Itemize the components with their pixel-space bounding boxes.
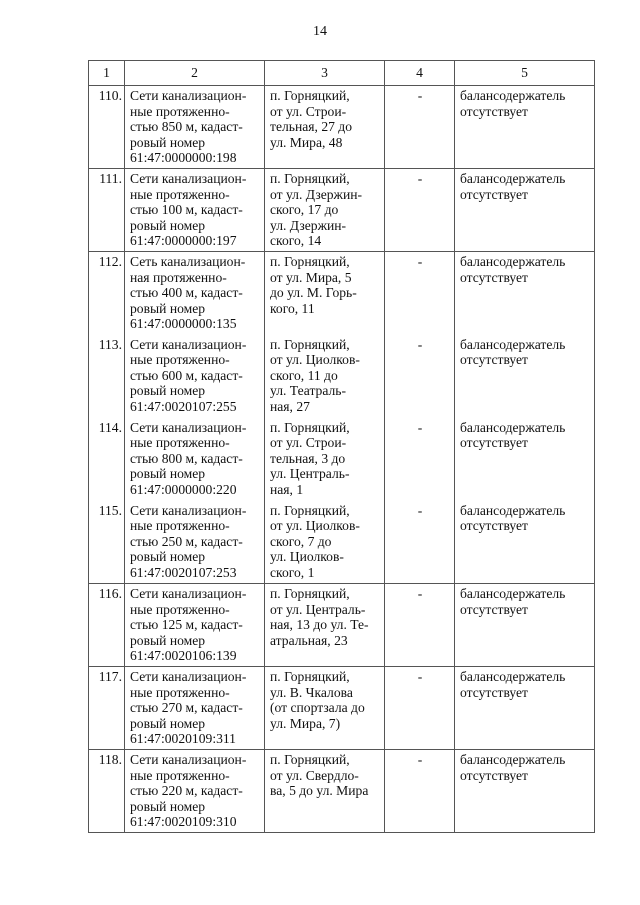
object-address: п. Горняцкий, от ул. Централь- ная, 13 до ул. Те- атральная, 23 [265,584,385,667]
row-number: 114. [89,418,125,501]
row-number: 112. [89,252,125,335]
object-address: п. Горняцкий, от ул. Мира, 5 до ул. М. Горь- кого, 11 [265,252,385,335]
row-number: 116. [89,584,125,667]
balance-holder: балансодержатель отсутствует [455,667,595,750]
header-cell: 4 [385,61,455,86]
registry-table [88,60,595,833]
row-number: 110. [89,86,125,169]
object-address: п. Горняцкий, от ул. Циолков- ского, 11 до ул. Театраль- ная, 27 [265,335,385,418]
header-cell: 1 [89,61,125,86]
object-name: Сети канализацион- ные протяженно- стью 100 м, кадаст- ровый номер 61:47:0000000:197 [125,169,265,252]
header-cell: 5 [455,61,595,86]
balance-holder: балансодержатель отсутствует [455,584,595,667]
table-row [89,169,595,252]
object-name: Сети канализацион- ные протяженно- стью 125 м, кадаст- ровый номер 61:47:0020106:139 [125,584,265,667]
object-name: Сети канализацион- ные протяженно- стью 850 м, кадаст- ровый номер 61:47:0000000:198 [125,86,265,169]
object-address: п. Горняцкий, от ул. Дзержин- ского, 17 до ул. Дзержин- ского, 14 [265,169,385,252]
row-number: 115. [89,501,125,584]
object-name: Сети канализацион- ные протяженно- стью 250 м, кадаст- ровый номер 61:47:0020107:253 [125,501,265,584]
object-address: п. Горняцкий, от ул. Строи- тельная, 3 до ул. Централь- ная, 1 [265,418,385,501]
object-name: Сети канализацион- ные протяженно- стью 270 м, кадаст- ровый номер 61:47:0020109:311 [125,667,265,750]
balance-holder: балансодержатель отсутствует [455,750,595,833]
object-address: п. Горняцкий, ул. В. Чкалова (от спортзала до ул. Мира, 7) [265,667,385,750]
column-4-value: - [385,750,455,833]
row-number: 113. [89,335,125,418]
column-4-value: - [385,335,455,418]
balance-holder: балансодержатель отсутствует [455,169,595,252]
page-number: 14 [313,24,327,39]
object-name: Сеть канализацион- ная протяженно- стью 400 м, кадаст- ровый номер 61:47:0000000:135 [125,252,265,335]
object-name: Сети канализацион- ные протяженно- стью 800 м, кадаст- ровый номер 61:47:0000000:220 [125,418,265,501]
table-row [89,501,595,584]
table-row [89,86,595,169]
column-4-value: - [385,667,455,750]
object-address: п. Горняцкий, от ул. Циолков- ского, 7 до ул. Циолков- ского, 1 [265,501,385,584]
table-row [89,667,595,750]
object-name: Сети канализацион- ные протяженно- стью 220 м, кадаст- ровый номер 61:47:0020109:310 [125,750,265,833]
header-cell: 2 [125,61,265,86]
header-cell: 3 [265,61,385,86]
column-4-value: - [385,86,455,169]
table-row [89,750,595,833]
header-row [89,61,595,86]
row-number: 117. [89,667,125,750]
object-address: п. Горняцкий, от ул. Свердло- ва, 5 до ул. Мира [265,750,385,833]
column-4-value: - [385,584,455,667]
balance-holder: балансодержатель отсутствует [455,501,595,584]
object-address: п. Горняцкий, от ул. Строи- тельная, 27 до ул. Мира, 48 [265,86,385,169]
row-number: 111. [89,169,125,252]
balance-holder: балансодержатель отсутствует [455,418,595,501]
table-row [89,252,595,335]
column-4-value: - [385,252,455,335]
balance-holder: балансодержатель отсутствует [455,335,595,418]
column-4-value: - [385,418,455,501]
balance-holder: балансодержатель отсутствует [455,252,595,335]
table-row [89,335,595,418]
row-number: 118. [89,750,125,833]
column-4-value: - [385,501,455,584]
balance-holder: балансодержатель отсутствует [455,86,595,169]
object-name: Сети канализацион- ные протяженно- стью 600 м, кадаст- ровый номер 61:47:0020107:255 [125,335,265,418]
column-4-value: - [385,169,455,252]
table-row [89,584,595,667]
table-row [89,418,595,501]
